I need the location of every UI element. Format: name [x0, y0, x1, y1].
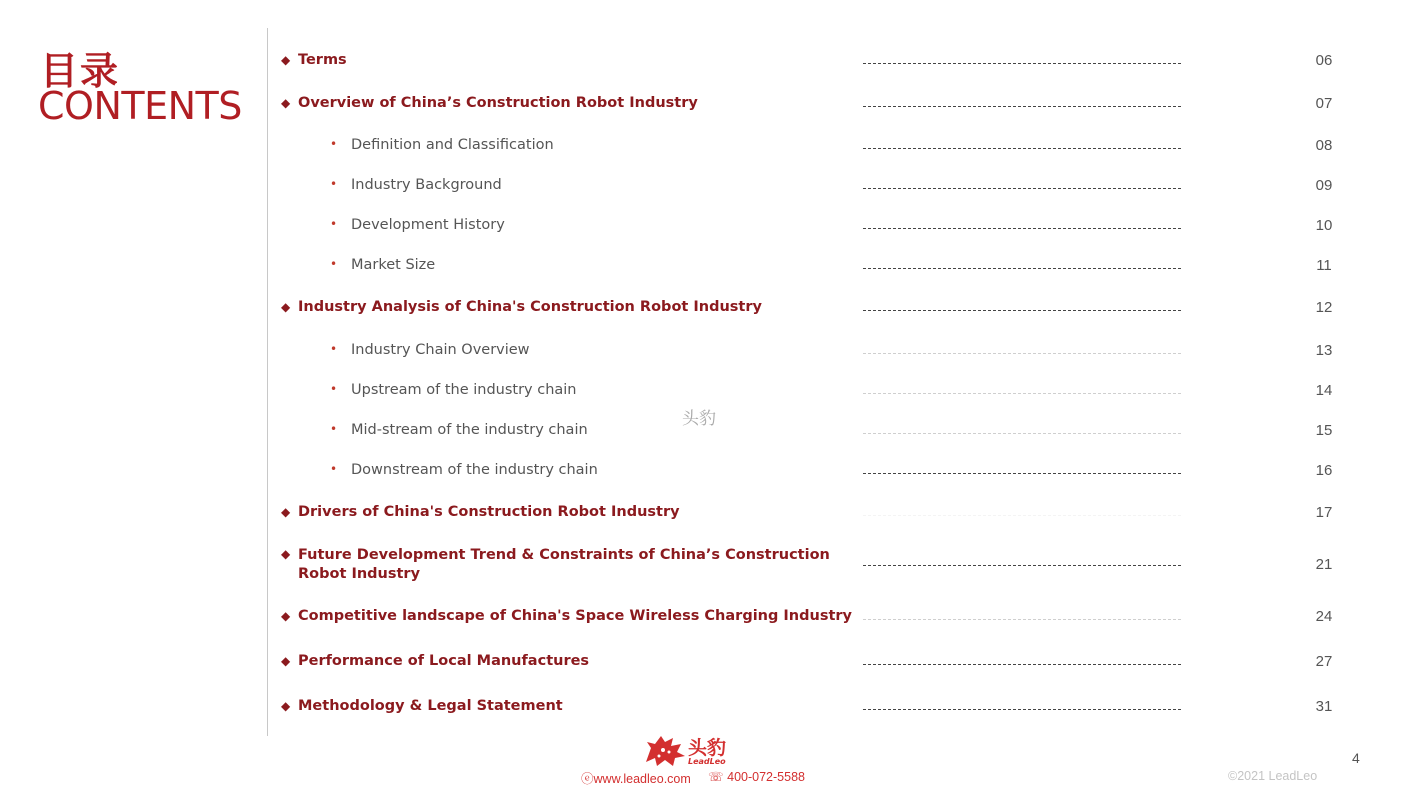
toc-entry-methodology[interactable] [0, 698, 1403, 720]
dotted-leader [863, 63, 1181, 64]
toc-entry-label: Methodology & Legal Statement [298, 698, 563, 714]
toc-page-number: 10 [1315, 217, 1333, 234]
toc-page-number: 13 [1315, 342, 1333, 359]
dot-bullet-icon: • [330, 137, 338, 151]
dot-bullet-icon: • [330, 177, 338, 191]
dotted-leader [863, 709, 1181, 710]
watermark: 头豹 [682, 409, 716, 429]
dot-bullet-icon: • [330, 217, 338, 231]
toc-subentry-market-size[interactable] [0, 257, 1403, 279]
toc-entry-label: Upstream of the industry chain [351, 382, 577, 398]
toc-page-number: 21 [1315, 556, 1333, 573]
dotted-leader [863, 515, 1181, 516]
toc-entry-drivers[interactable] [0, 504, 1403, 526]
diamond-bullet-icon: ◆ [281, 505, 291, 519]
logo-subtitle: LeadLeo [688, 757, 726, 766]
toc-subentry-history[interactable] [0, 217, 1403, 239]
toc-page-number: 07 [1315, 95, 1333, 112]
dotted-leader [863, 268, 1181, 269]
footer-phone-text: 400-072-5588 [727, 770, 805, 784]
toc-page-number: 17 [1315, 504, 1333, 521]
toc-entry-terms[interactable] [0, 52, 1403, 74]
dotted-leader [863, 565, 1181, 566]
dot-bullet-icon: • [330, 462, 338, 476]
page-title-chinese: 目录 [40, 49, 121, 93]
diamond-bullet-icon: ◆ [281, 547, 291, 561]
toc-page-number: 11 [1316, 257, 1332, 274]
toc-subentry-definition[interactable] [0, 137, 1403, 159]
globe-icon: ⓔ [581, 772, 594, 786]
dotted-leader [863, 619, 1181, 620]
toc-entry-label: Industry Chain Overview [351, 342, 530, 358]
toc-entry-label: Industry Analysis of China's Construction Robot Industry [298, 299, 762, 315]
toc-page-number: 06 [1315, 52, 1333, 69]
dotted-leader [863, 353, 1181, 354]
dot-bullet-icon: • [330, 422, 338, 436]
dotted-leader [863, 664, 1181, 665]
toc-entry-label: Drivers of China's Construction Robot Industry [298, 504, 680, 520]
diamond-bullet-icon: ◆ [281, 609, 291, 623]
toc-subentry-chain-overview[interactable] [0, 342, 1403, 364]
toc-subentry-upstream[interactable] [0, 382, 1403, 404]
dot-bullet-icon: • [330, 257, 338, 271]
toc-entry-performance[interactable] [0, 653, 1403, 675]
dotted-leader [863, 473, 1181, 474]
toc-entry-industry-analysis[interactable] [0, 299, 1403, 321]
toc-entry-label: Market Size [351, 257, 436, 273]
dotted-leader [863, 393, 1181, 394]
toc-page-number: 24 [1315, 608, 1333, 625]
toc-entry-label: Future Development Trend & Constraints of China’s Construction Robot Industry [298, 547, 830, 582]
dotted-leader [863, 228, 1181, 229]
footer-website-text: www.leadleo.com [593, 772, 691, 786]
toc-page-number: 31 [1315, 698, 1333, 715]
toc-entry-overview[interactable] [0, 95, 1403, 117]
dotted-leader [863, 188, 1181, 189]
dotted-leader [863, 433, 1181, 434]
diamond-bullet-icon: ◆ [281, 699, 291, 713]
toc-page-number: 15 [1315, 422, 1333, 439]
toc-entry-label: Terms [298, 52, 347, 68]
toc-page-number: 08 [1315, 137, 1333, 154]
slide-page-number: 4 [1352, 750, 1360, 766]
logo-wordmark: 头豹 [688, 737, 727, 759]
dotted-leader [863, 106, 1181, 107]
toc-page-number: 16 [1315, 462, 1333, 479]
toc-entry-label: Definition and Classification [351, 137, 554, 153]
leopard-logo-icon [643, 732, 687, 768]
diamond-bullet-icon: ◆ [281, 654, 291, 668]
toc-entry-label: Development History [351, 217, 505, 233]
footer-website[interactable] [581, 769, 691, 787]
footer-phone[interactable] [708, 769, 805, 784]
copyright: ©2021 LeadLeo [1228, 769, 1318, 783]
dotted-leader [863, 148, 1181, 149]
toc-page-number: 14 [1315, 382, 1333, 399]
diamond-bullet-icon: ◆ [281, 300, 291, 314]
toc-subentry-downstream[interactable] [0, 462, 1403, 484]
toc-entry-label: Downstream of the industry chain [351, 462, 598, 478]
toc-page-number: 09 [1315, 177, 1333, 194]
toc-entry-label: Performance of Local Manufactures [298, 653, 590, 669]
diamond-bullet-icon: ◆ [281, 96, 291, 110]
toc-entry-competitive[interactable] [0, 608, 1403, 630]
toc-page-number: 27 [1315, 653, 1333, 670]
toc-page-number: 12 [1315, 299, 1333, 316]
toc-entry-label: Mid-stream of the industry chain [351, 422, 588, 438]
toc-entry-label: Competitive landscape of China's Space Wireless Charging Industry [298, 608, 853, 624]
page-title: CONTENTS [38, 84, 242, 128]
toc-entry-label: Industry Background [351, 177, 502, 193]
toc-entry-label: Overview of China’s Construction Robot Industry [298, 95, 698, 111]
diamond-bullet-icon: ◆ [281, 53, 291, 67]
dot-bullet-icon: • [330, 382, 338, 396]
dotted-leader [863, 310, 1181, 311]
phone-icon: ☏ [708, 770, 724, 784]
toc-entry-future-trend[interactable] [0, 546, 1403, 586]
dot-bullet-icon: • [330, 342, 338, 356]
toc-subentry-background[interactable] [0, 177, 1403, 199]
